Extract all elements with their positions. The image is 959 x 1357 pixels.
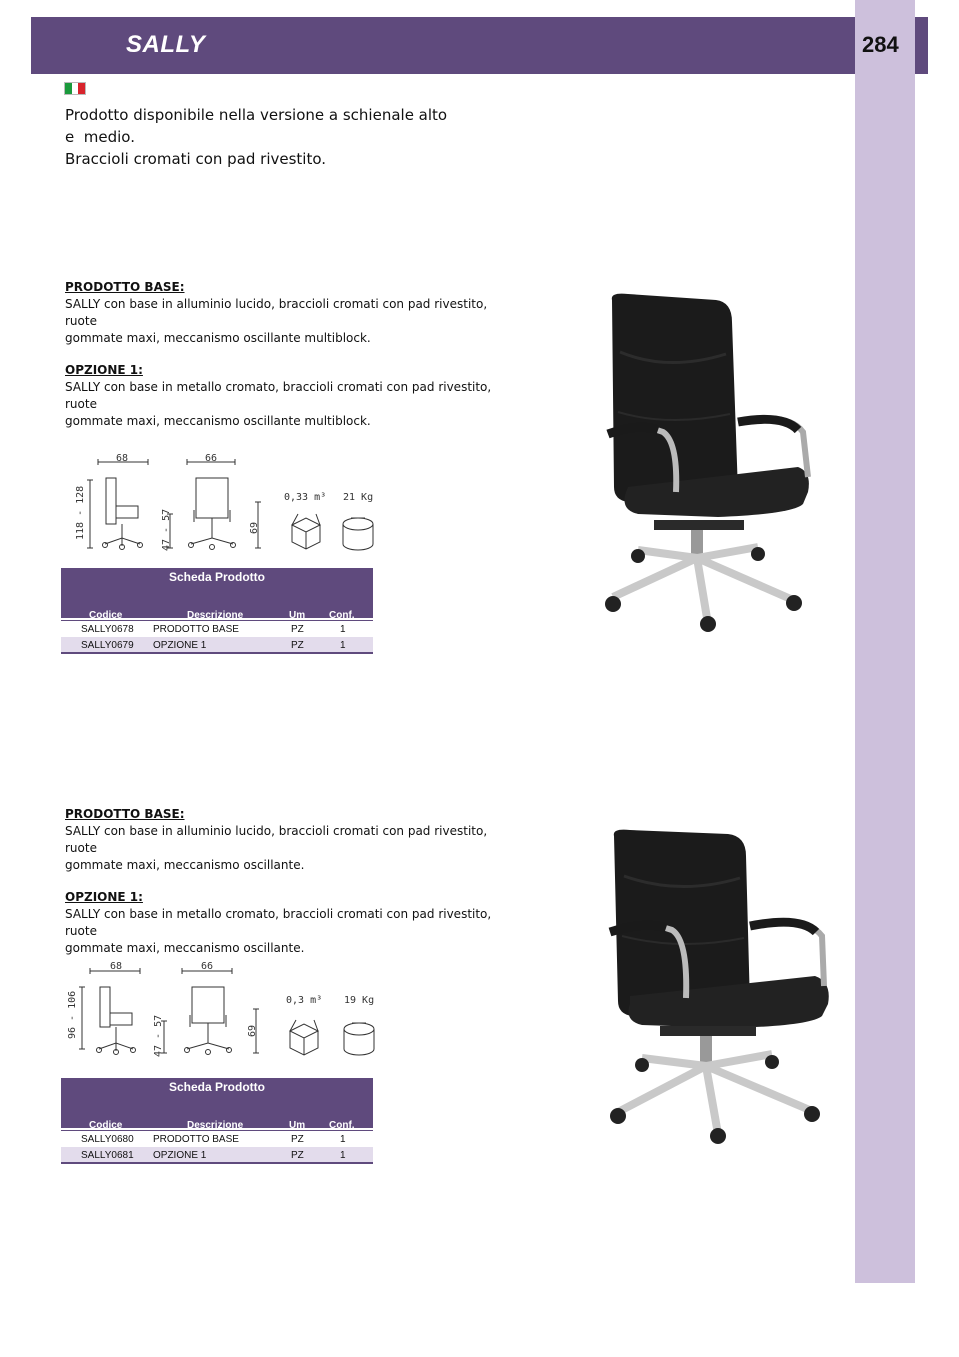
intro-text [65,104,485,170]
cell-conf: 1 [340,624,346,635]
product-title: SALLY [126,31,206,58]
table-title: Scheda Prodotto [168,1080,265,1094]
volume-label: 0,3 m³ [286,995,323,1006]
cell-conf: 1 [340,640,346,651]
section1-product-table [61,568,373,654]
table-header [61,568,373,621]
side-strip [855,0,915,1283]
depth-label: 66 [201,961,214,972]
weight-label: 21 Kg [343,492,374,503]
cell-um: PZ [291,624,304,635]
section1-dimensions-diagram [60,450,390,560]
cell-code: SALLY0681 [81,1150,134,1161]
cell-conf: 1 [340,1150,346,1161]
intro-line: Prodotto disponibile nella versione a schienale alto [65,106,448,124]
section2-dimensions-diagram [60,957,390,1067]
volume-label: 0,33 m³ [284,492,327,503]
dimension-drawings [60,957,390,1067]
col-descrizione: Descrizione [187,1120,244,1131]
dimension-drawings [60,450,390,560]
weight-label: 19 Kg [344,995,375,1006]
table-row [61,637,373,654]
option-heading: OPZIONE 1: [65,890,143,904]
base-text: SALLY con base in alluminio lucido, braccioli cromati con pad rivestito, ruote [65,297,488,328]
cell-um: PZ [291,1150,304,1161]
cell-code: SALLY0680 [81,1134,134,1145]
height-label: 118 - 128 [75,485,86,540]
width-label: 68 [110,961,123,972]
col-codice: Codice [89,1120,123,1131]
cell-desc: PRODOTTO BASE [153,624,239,635]
cell-desc: PRODOTTO BASE [153,1134,239,1145]
option-heading: OPZIONE 1: [65,363,143,377]
option-text: SALLY con base in metallo cromato, braccioli cromati con pad rivestito, ruote [65,380,492,411]
cell-code: SALLY0679 [81,640,134,651]
option-text: SALLY con base in metallo cromato, braccioli cromati con pad rivestito, ruote [65,907,492,938]
table-row [61,1147,373,1164]
base-text: SALLY con base in alluminio lucido, braccioli cromati con pad rivestito, ruote [65,824,488,855]
table-title: Scheda Prodotto [168,570,265,584]
cell-desc: OPZIONE 1 [153,1150,207,1161]
seat-height-label: 47 - 57 [161,508,172,551]
table-header [61,1078,373,1131]
section2-product-table [61,1078,373,1164]
cell-conf: 1 [340,1134,346,1145]
cell-um: PZ [291,640,304,651]
base-text: gommate maxi, meccanismo oscillante. [65,858,305,872]
seat-height-label: 47 - 57 [153,1014,164,1057]
col-um: Um [289,610,306,621]
table-row [61,620,373,637]
cell-desc: OPZIONE 1 [153,640,207,651]
chair-medium-back-image [600,826,835,1151]
table-row [61,1130,373,1147]
arm-height-label: 69 [249,521,260,534]
height-label: 96 - 106 [67,990,78,1039]
base-heading: PRODOTTO BASE: [65,807,185,821]
arm-height-label: 69 [247,1024,258,1037]
col-conf: Conf. [329,610,355,621]
cell-um: PZ [291,1134,304,1145]
intro-line: e medio. [65,128,135,146]
chair-high-back-image [598,292,813,637]
col-um: Um [289,1120,306,1131]
cell-code: SALLY0678 [81,624,134,635]
page-number: 284 [862,32,899,57]
col-descrizione: Descrizione [187,610,244,621]
intro-line: Braccioli cromati con pad rivestito. [65,150,327,168]
section2-description [65,806,505,957]
col-conf: Conf. [329,1120,355,1131]
depth-label: 66 [205,453,218,464]
option-text: gommate maxi, meccanismo oscillante multiblock. [65,414,371,428]
base-heading: PRODOTTO BASE: [65,280,185,294]
base-text: gommate maxi, meccanismo oscillante multiblock. [65,331,371,345]
italy-flag-icon [64,82,86,95]
width-label: 68 [116,453,129,464]
col-codice: Codice [89,610,123,621]
option-text: gommate maxi, meccanismo oscillante. [65,941,305,955]
section1-description [65,279,505,430]
